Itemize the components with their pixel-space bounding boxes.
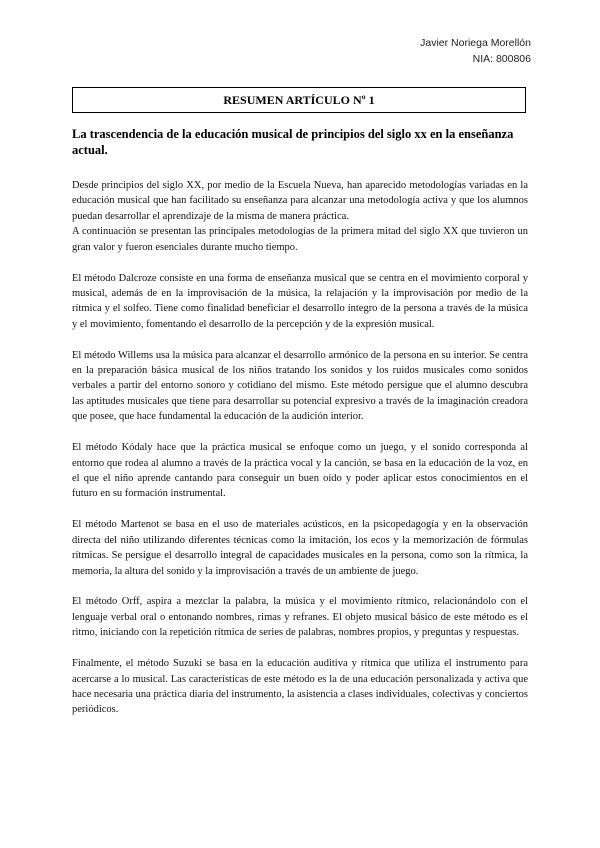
paragraph: Desde principios del siglo XX, por medio de la Escuela Nueva, han aparecido metodologías variadas en la educación musical que han facilitado su enseñanza para alcanzar una metodología activa y que los alumnos puedan desarrollar el aprendizaje de la misma de manera práctica. [72,180,528,222]
author-nia: NIA: 800806 [472,53,531,65]
paragraph: El método Dalcroze consiste en una forma de enseñanza musical que se centra en el movimiento corporal y musical, además de en la improvisación de la música, la relajación y la improvisación por medio de la rítmica y el solfeo. Tiene como finalidad beneficiar el desarrollo íntegro de la persona a través de la música y el movimiento, fomentando el desarrollo de la percepción y de la expresión musical. [72,272,528,330]
author-name: Javier Noriega Morellón [420,37,531,49]
paragraph: El método Martenot se basa en el uso de materiales acústicos, en la psicopedagogía y en la observación directa del niño utilizando diferentes técnicas como la imitación, los ecos y la memorización de fórmulas rítmicas. Se persigue el desarrollo integral de capacidades musicales en la persona, como son la rítmica, la memoria, la altura del sonido y la improvisación a través de un ambiente de juego. [72,519,528,577]
paragraph: El método Kódaly hace que la práctica musical se enfoque como un juego, y el sonido corresponda al entorno que rodea al alumno a través de la práctica vocal y la canción, se basa en la educación de la voz, en el que el niño aprende cantando para conseguir un buen oído y poder aplicar estos conocimientos en el futuro en su formación instrumental. [72,442,528,500]
author-block [420,35,531,67]
article-body [72,178,528,733]
paragraph: El método Orff, aspira a mezclar la palabra, la música y el movimiento rítmico, relacionándolo con el lenguaje verbal oral o entonando nombres, rimas y refranes. El objeto musical básico de este método es el ritmo, iniciando con la repetición rítmica de series de palabras, nombres propios, y preguntas y respuestas. [72,596,528,639]
paragraph: El método Willems usa la música para alcanzar el desarrollo armónico de la persona en su interior. Se centra en la preparación básica musical de los niños tratando los sonidos y los ruidos musicales como sonidos verbales a partir del entorno sonoro y cotidiano del mismo. Este método persigue que el alumno descubra las aptitudes musicales que tiene para desarrollar su potencial expresivo a través de la imaginación creadora que posee, que hace fundamental la educación de la audición interior. [72,349,528,423]
paragraph: A continuación se presentan las principales metodologías de la primera mitad del siglo XX que tuvieron un gran valor y fueron esenciales durante mucho tiempo. [72,226,528,253]
article-heading: La trascendencia de la educación musical de principios del siglo xx en la enseñanza actual. [72,127,514,157]
document-title: RESUMEN ARTÍCULO Nº 1 [72,87,526,113]
paragraph: Finalmente, el método Suzuki se basa en la educación auditiva y rítmica que utiliza el instrumento para acercarse a lo musical. Las características de este método es la de una educación personalizada y activa que hace necesaria una práctica diaria del instrumento, la asistencia a clases individuales, colectivas y conciertos periódicos. [72,658,528,716]
